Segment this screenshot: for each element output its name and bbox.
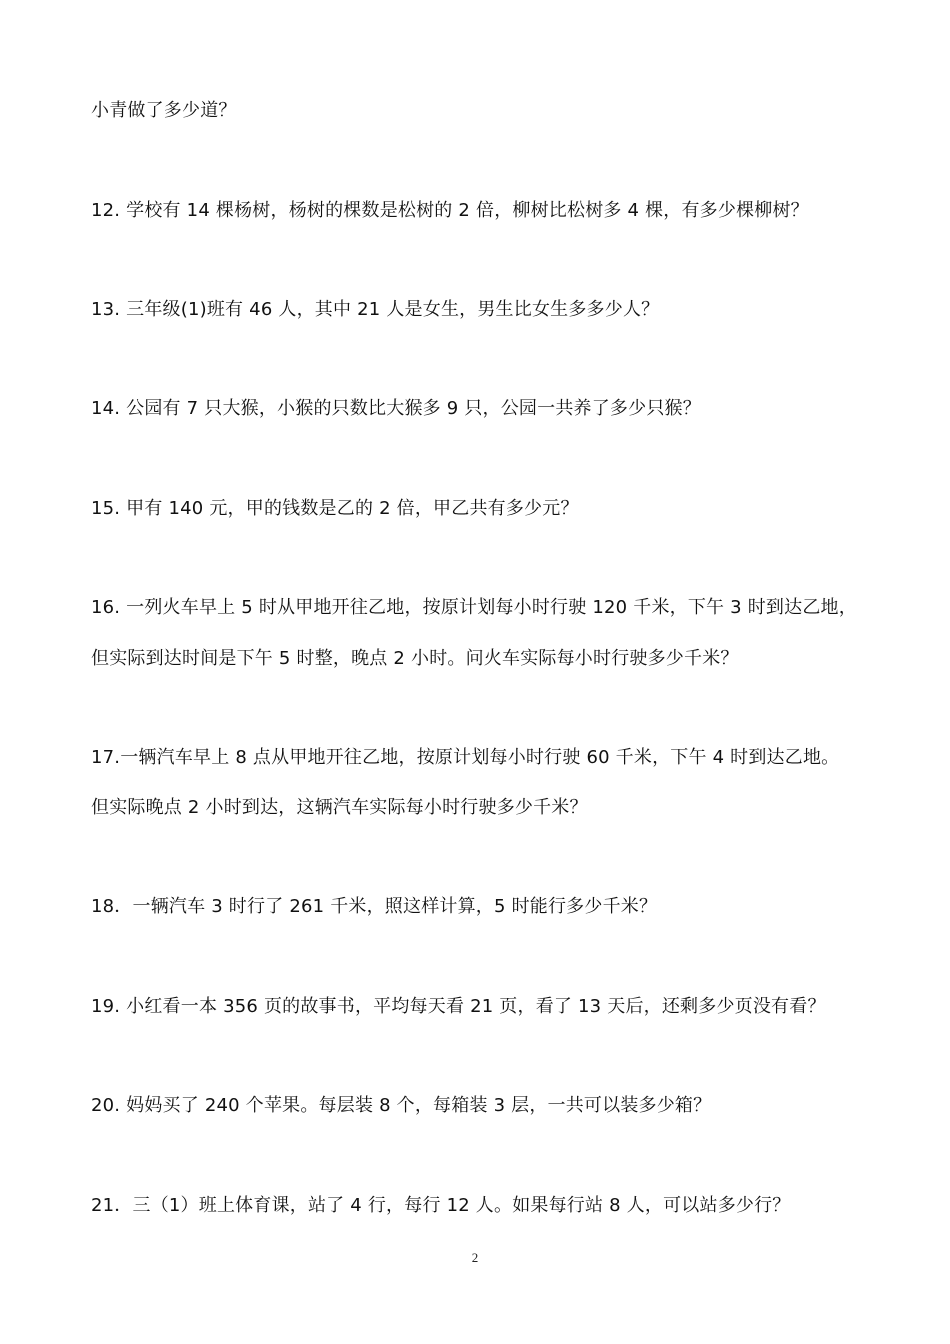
problem-13: 13. 三年级(1)班有 46 人，其中 21 人是女生，男生比女生多多少人？ [91, 299, 660, 320]
problem-15: 15. 甲有 140 元，甲的钱数是乙的 2 倍，甲乙共有多少元？ [91, 498, 579, 519]
problem-11-continuation: 小青做了多少道？ [91, 100, 237, 121]
problem-20: 20. 妈妈买了 240 个苹果。每层装 8 个，每箱装 3 层，一共可以装多少箱？ [91, 1095, 712, 1116]
problem-14: 14. 公园有 7 只大猴，小猴的只数比大猴多 9 只，公园一共养了多少只猴？ [91, 398, 701, 419]
problem-18: 18．一辆汽车 3 时行了 261 千米，照这样计算，5 时能行多少千米？ [91, 896, 658, 917]
problem-19: 19. 小红看一本 356 页的故事书，平均每天看 21 页，看了 13 天后，还剩多少页没有看？ [91, 996, 826, 1017]
problem-16-line-1: 16. 一列火车早上 5 时从甲地开往乙地，按原计划每小时行驶 120 千米，下午 3 时到达乙地， [91, 597, 857, 618]
page-number: 2 [471, 1250, 479, 1265]
problem-12: 12. 学校有 14 棵杨树，杨树的棵数是松树的 2 倍，柳树比松树多 4 棵，有多少棵柳树？ [91, 200, 809, 221]
problem-17-line-1: 17.一辆汽车早上 8 点从甲地开往乙地，按原计划每小时行驶 60 千米，下午 4 时到达乙地。 [91, 747, 840, 768]
problem-16-line-2: 但实际到达时间是下午 5 时整，晚点 2 小时。问火车实际每小时行驶多少千米？ [91, 648, 739, 669]
problem-17-line-2: 但实际晚点 2 小时到达，这辆汽车实际每小时行驶多少千米？ [91, 797, 588, 818]
problem-21: 21．三（1）班上体育课，站了 4 行，每行 12 人。如果每行站 8 人，可以站多少行？ [91, 1195, 791, 1216]
